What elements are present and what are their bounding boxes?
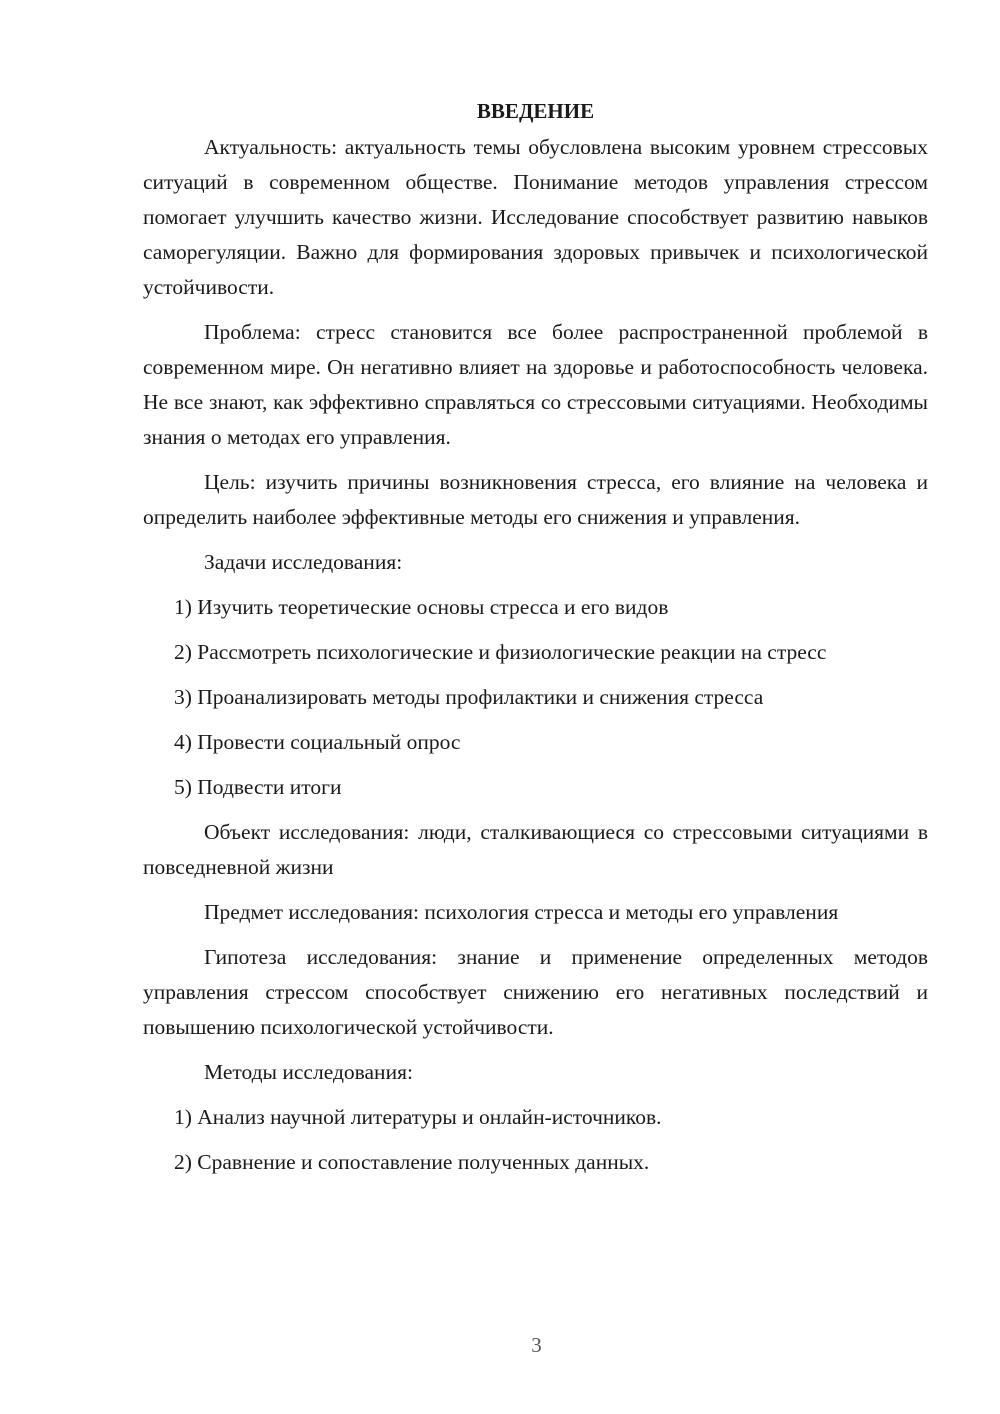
methods-list — [143, 1100, 928, 1180]
hypothesis-paragraph: Гипотеза исследования: знание и применение определенных методов управления стрессом способствует снижению его негативных последствий и повышению психологической устойчивости. — [143, 945, 928, 1039]
task-item: 4) Провести социальный опрос — [174, 730, 461, 754]
method-item: 1) Анализ научной литературы и онлайн-источников. — [174, 1105, 662, 1129]
tasks-list — [143, 590, 928, 805]
methods-heading: Методы исследования: — [204, 1060, 413, 1084]
document-page — [143, 96, 928, 1190]
relevance-paragraph: Актуальность: актуальность темы обусловлена высоким уровнем стрессовых ситуаций в современном обществе. Понимание методов управления стрессом помогает улучшить качество жизни. Исследование способствует развитию навыков саморегуляции. Важно для формирования здоровых привычек и психологической устойчивости. — [143, 135, 928, 299]
subject-paragraph: Предмет исследования: психология стресса и методы его управления — [204, 900, 839, 924]
tasks-heading: Задачи исследования: — [204, 550, 403, 574]
page-number: 3 — [531, 1333, 542, 1357]
task-item: 1) Изучить теоретические основы стресса и его видов — [174, 595, 669, 619]
task-item: 3) Проанализировать методы профилактики и снижения стресса — [174, 685, 764, 709]
task-item: 5) Подвести итоги — [174, 775, 342, 799]
method-item: 2) Сравнение и сопоставление полученных данных. — [174, 1150, 650, 1174]
problem-paragraph: Проблема: стресс становится все более распространенной проблемой в современном мире. Он негативно влияет на здоровье и работоспособность человека. Не все знают, как эффективно справляться со стрессовыми ситуациями. Необходимы знания о методах его управления. — [143, 320, 928, 449]
section-title: ВВЕДЕНИЕ — [476, 99, 595, 123]
object-paragraph: Объект исследования: люди, сталкивающиеся со стрессовыми ситуациями в повседневной жизни — [143, 820, 928, 879]
task-item: 2) Рассмотреть психологические и физиологические реакции на стресс — [174, 640, 827, 664]
goal-paragraph: Цель: изучить причины возникновения стресса, его влияние на человека и определить наиболее эффективные методы его снижения и управления. — [143, 470, 928, 529]
